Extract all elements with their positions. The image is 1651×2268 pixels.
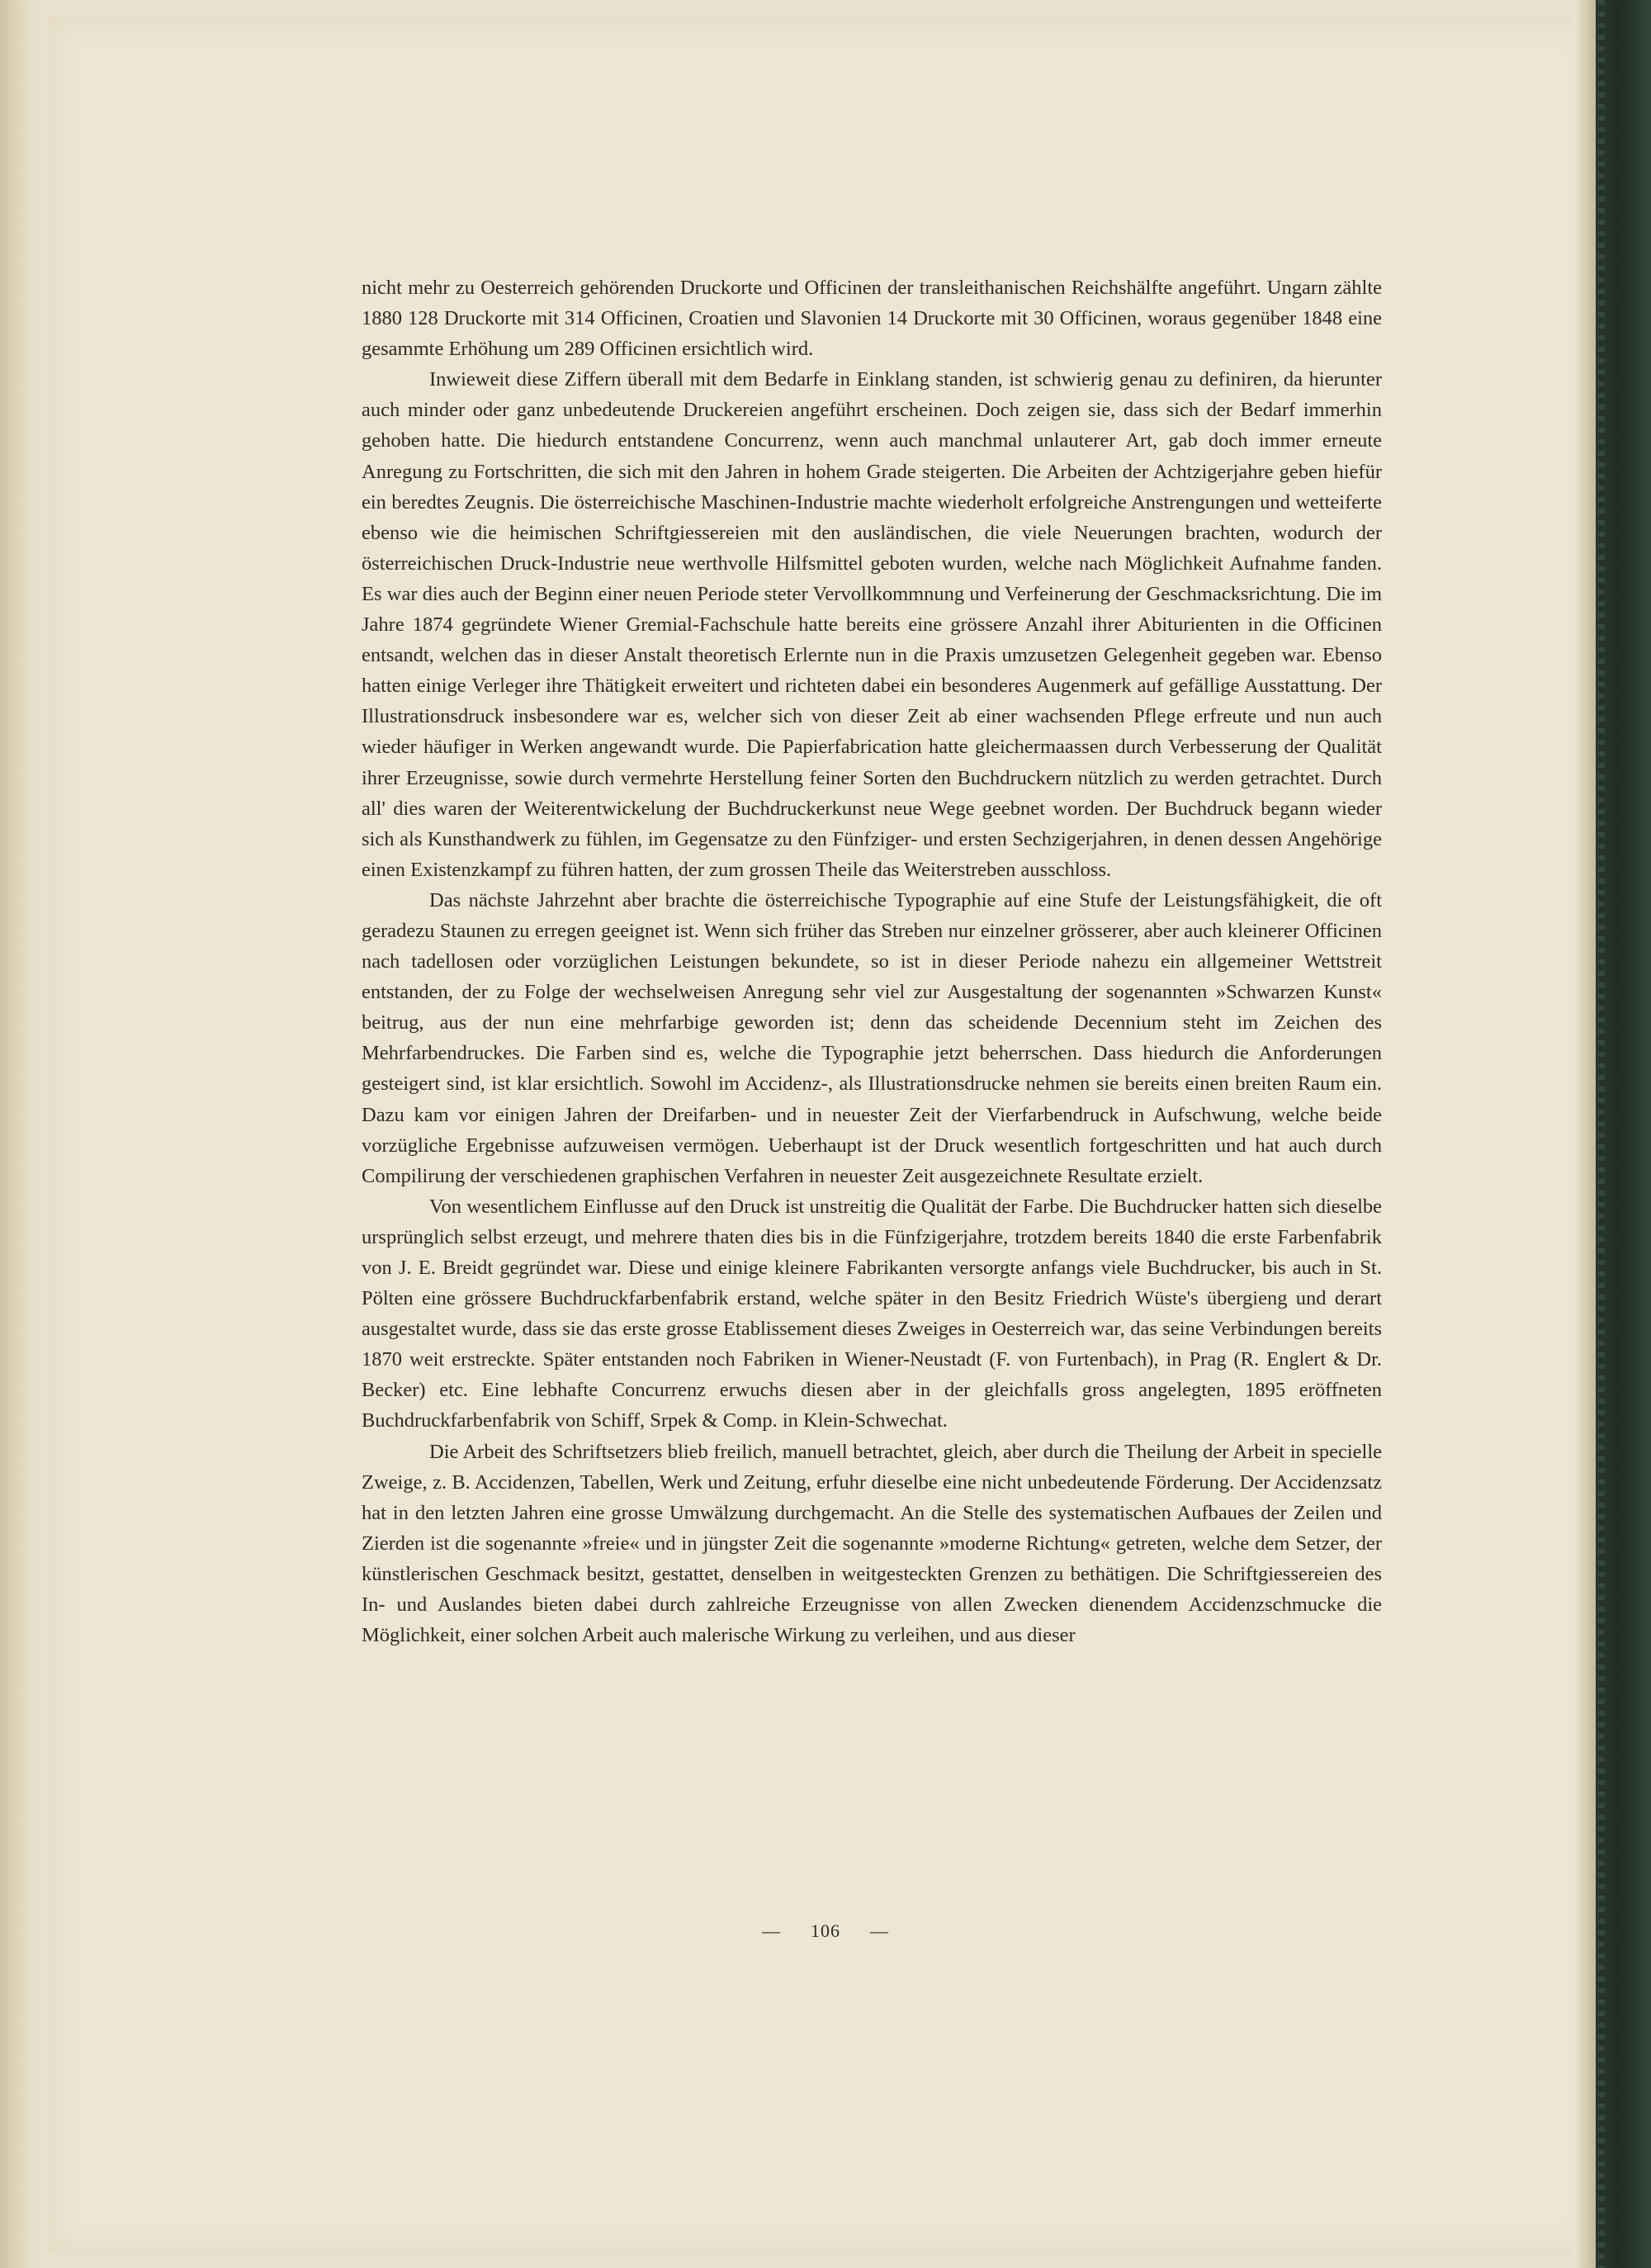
body-text [362,272,1382,1650]
paragraph-2: Inwieweit diese Ziffern überall mit dem Bedarfe in Einklang standen, ist schwierig genau zu definiren, da hierunter auch minder oder ganz unbedeutende Druckereien angeführt erscheinen. Doch zeigen sie, dass sich der Bedarf immerhin gehoben hatte. Die hiedurch entstandene Concurrenz, wenn auch manchmal unlauterer Art, gab doch immer erneute Anregung zu Fortschritten, die sich mit den Jahren in hohem Grade steigerten. Die Arbeiten der Achtzigerjahre geben hiefür ein beredtes Zeugnis. Die österreichische Maschinen-Industrie machte wiederholt erfolgreiche Anstrengungen und wetteiferte ebenso wie die heimischen Schriftgiessereien mit den ausländischen, die viele Neuerungen brachten, wodurch der österreichischen Druck-Industrie neue werthvolle Hilfsmittel geboten wurden, welche nach Möglichkeit Aufnahme fanden. Es war dies auch der Beginn einer neuen Periode steter Vervollkommnung und Verfeinerung der Geschmacksrichtung. Die im Jahre 1874 gegründete Wiener Gremial-Fachschule hatte bereits eine grössere Anzahl ihrer Abiturienten in die Officinen entsandt, welchen das in dieser Anstalt theoretisch Erlernte nun in die Praxis umzusetzen Gelegenheit gegeben war. Ebenso hatten einige Verleger ihre Thätigkeit erweitert und richteten dabei ein besonderes Augenmerk auf gefällige Ausstattung. Der Illustrationsdruck insbesondere war es, welcher sich von dieser Zeit ab einer wachsenden Pflege erfreute und nun auch wieder häufiger in Werken angewandt wurde. Die Papierfabrication hatte gleichermaassen durch Verbesserung der Qualität ihrer Erzeugnisse, sowie durch vermehrte Herstellung feiner Sorten den Buchdruckern nützlich zu werden getrachtet. Durch all' dies waren der Weiterentwickelung der Buchdruckerkunst neue Wege geebnet worden. Der Buchdruck begann wieder sich als Kunsthandwerk zu fühlen, im Gegensatze zu den Fünfziger- und ersten Sechzigerjahren, in denen dessen Angehörige einen Existenzkampf zu führen hatten, der zum grossen Theile das Weiterstreben ausschloss. [362,368,1382,881]
paragraph-1: nicht mehr zu Oesterreich gehörenden Druckorte und Officinen der transleithanischen Reichshälfte angeführt. Ungarn zählte 1880 128 Druckorte mit 314 Officinen, Croatien und Slavonien 14 Druckorte mit 30 Officinen, woraus gegenüber 1848 eine gesammte Erhöhung um 289 Officinen ersichtlich wird. [362,277,1382,361]
folio-number: 106 [811,1920,840,1941]
folio-dash-left: — [762,1920,781,1941]
paragraph-5: Die Arbeit des Schriftsetzers blieb freilich, manuell betrachtet, gleich, aber durch die Theilung der Arbeit in specielle Zweige, z. B. Accidenzen, Tabellen, Werk und Zeitung, erfuhr dieselbe eine nicht unbedeutende Förderung. Der Accidenzsatz hat in den letzten Jahren eine grosse Umwälzung durchgemacht. An die Stelle des systematischen Aufbaues der Zeilen und Zierden ist die sogenannte »freie« und in jüngster Zeit die sogenannte »moderne Richtung« getreten, welche dem Setzer, der künstlerischen Geschmack besitzt, gestattet, denselben in weitgesteckten Grenzen zu bethätigen. Die Schriftgiessereien des In- und Auslandes bieten dabei durch zahlreiche Erzeugnisse von allen Zwecken dienendem Accidenzschmucke die Möglichkeit, einer solchen Arbeit auch malerische Wirkung zu verleihen, und aus dieser [362,1440,1382,1647]
folio-dash-right: — [870,1920,889,1941]
paragraph-4: Von wesentlichem Einflusse auf den Druck ist unstreitig die Qualität der Farbe. Die Buchdrucker hatten sich dieselbe ursprünglich selbst erzeugt, und mehrere thaten dies bis in die Fünfzigerjahre, trotzdem bereits 1840 die erste Farbenfabrik von J. E. Breidt gegründet war. Diese und einige kleinere Fabrikanten versorgte anfangs viele Buchdrucker, bis auch in St. Pölten eine grössere Buchdruckfarbenfabrik erstand, welche später in den Besitz Friedrich Wüste's übergieng und derart ausgestaltet wurde, dass sie das erste grosse Etablissement dieses Zweiges in Oesterreich war, das seine Verbindungen bereits 1870 weit erstreckte. Später entstanden noch Fabriken in Wiener-Neustadt (F. von Furtenbach), in Prag (R. Englert & Dr. Becker) etc. Eine lebhafte Concurrenz erwuchs diesen aber in der gleichfalls gross angelegten, 1895 eröffneten Buchdruckfarbenfabrik von Schiff, Srpek & Comp. in Klein-Schwechat. [362,1195,1382,1432]
page-number [0,1920,1651,1942]
paragraph-3: Das nächste Jahrzehnt aber brachte die österreichische Typographie auf eine Stufe der Leistungsfähigkeit, die oft geradezu Staunen zu erregen geeignet ist. Wenn sich früher das Streben nur einzelner grösserer, aber auch kleinerer Officinen nach tadellosen oder vorzüglichen Leistungen bekundete, so ist in dieser Periode nahezu ein allgemeiner Wettstreit entstanden, der zu Folge der wechselweisen Anregung sehr viel zur Ausgestaltung der sogenannten »Schwarzen Kunst« beitrug, aus der nun eine mehrfarbige geworden ist; denn das scheidende Decennium steht im Zeichen des Mehrfarbendruckes. Die Farben sind es, welche die Typographie jetzt beherrschen. Dass hiedurch die Anforderungen gesteigert sind, ist klar ersichtlich. Sowohl im Accidenz-, als Illustrationsdrucke nehmen sie bereits einen breiten Raum ein. Dazu kam vor einigen Jahren der Dreifarben- und in neuester Zeit der Vierfarbendruck in Aufschwung, welche beide vorzügliche Ergebnisse aufzuweisen vermögen. Ueberhaupt ist der Druck wesentlich fortgeschritten und hat auch durch Compilirung der verschiedenen graphischen Verfahren in neuester Zeit ausgezeichnete Resultate erzielt. [362,888,1382,1187]
